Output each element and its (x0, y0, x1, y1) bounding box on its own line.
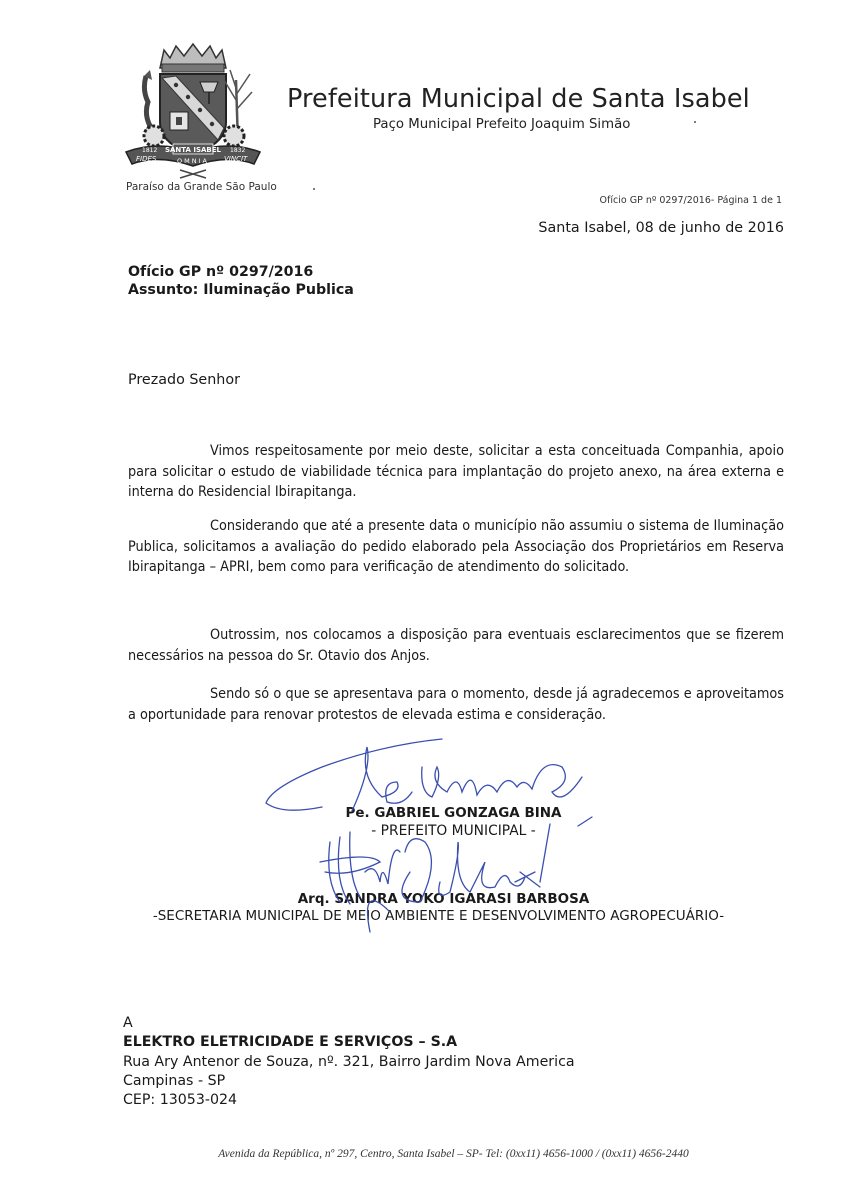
crest-motto-right: VINCIT (224, 155, 248, 163)
recipient-street: Rua Ary Antenor de Souza, nº. 321, Bairro Jardim Nova America (123, 1053, 575, 1070)
recipient-city: Campinas - SP (123, 1072, 226, 1089)
greeting: Prezado Senhor (128, 372, 240, 388)
signer-role: -SECRETARIA MUNICIPAL DE MEIO AMBIENTE E DESENVOLVIMENTO AGROPECUÁRIO- (152, 908, 725, 924)
crest-year-left: 1812 (142, 147, 158, 154)
municipal-slogan: Paraíso da Grande São Paulo (126, 181, 277, 193)
scan-speck (313, 188, 315, 190)
coat-of-arms-icon (118, 40, 268, 180)
crest-motto-left: FIDES (136, 155, 157, 163)
handwritten-signature-mayor (262, 737, 602, 827)
letterhead-title: Prefeitura Municipal de Santa Isabel (287, 84, 750, 114)
letterhead-subtitle: Paço Municipal Prefeito Joaquim Simão (373, 117, 631, 132)
recipient-postal-code: CEP: 13053-024 (123, 1092, 238, 1109)
signer-name: Arq. SANDRA YOKO IGARASI BARBOSA (297, 891, 590, 907)
scan-speck (694, 121, 696, 123)
recipient-address (123, 1014, 575, 1110)
crest-banner-text: SANTA ISABEL (164, 146, 222, 154)
handwritten-signature-secretary (310, 822, 560, 934)
recipient-prefix: A (123, 1015, 133, 1031)
crest-year-right: 1832 (230, 147, 246, 154)
body-paragraph: Outrossim, nos colocamos a disposição para eventuais esclarecimentos que se fizerem necessários na pessoa do Sr. Otavio dos Anjos. (128, 627, 784, 664)
body-paragraph: Vimos respeitosamente por meio deste, solicitar a esta conceituada Companhia, apoio para solicitar o estudo de viabilidade técnica para implantação do projeto anexo, na área externa e interna do Residencial Ibirapitanga. (128, 443, 784, 500)
signer-role: - PREFEITO MUNICIPAL - (371, 823, 536, 839)
body-paragraph: Considerando que até a presente data o município não assumiu o sistema de Iluminação Publica, solicitamos a avaliação do pedido elaborado pela Associação dos Proprietários em Reserva Ibirapitanga – APRI, bem como para verificação de atendimento do solicitado. (128, 518, 784, 575)
crest-motto-center: OMNIA (177, 157, 209, 165)
recipient-company: ELEKTRO ELETRICIDADE E SERVIÇOS – S.A (123, 1034, 458, 1051)
subject-line: Assunto: Iluminação Publica (128, 282, 354, 298)
page-reference: Ofício GP nº 0297/2016- Página 1 de 1 (599, 195, 782, 206)
body-paragraph: Sendo só o que se apresentava para o momento, desde já agradecemos e aproveitamos a oportunidade para renovar protestos de elevada estima e consideração. (128, 686, 784, 723)
office-number: Ofício GP nº 0297/2016 (128, 264, 314, 280)
footer-address: Avenida da República, nº 297, Centro, Santa Isabel – SP- Tel: (0xx11) 4656-1000 / (0xx11) 4656-2440 (218, 1148, 689, 1160)
date-line: Santa Isabel, 08 de junho de 2016 (538, 220, 784, 236)
signer-name: Pe. GABRIEL GONZAGA BINA (345, 805, 562, 821)
